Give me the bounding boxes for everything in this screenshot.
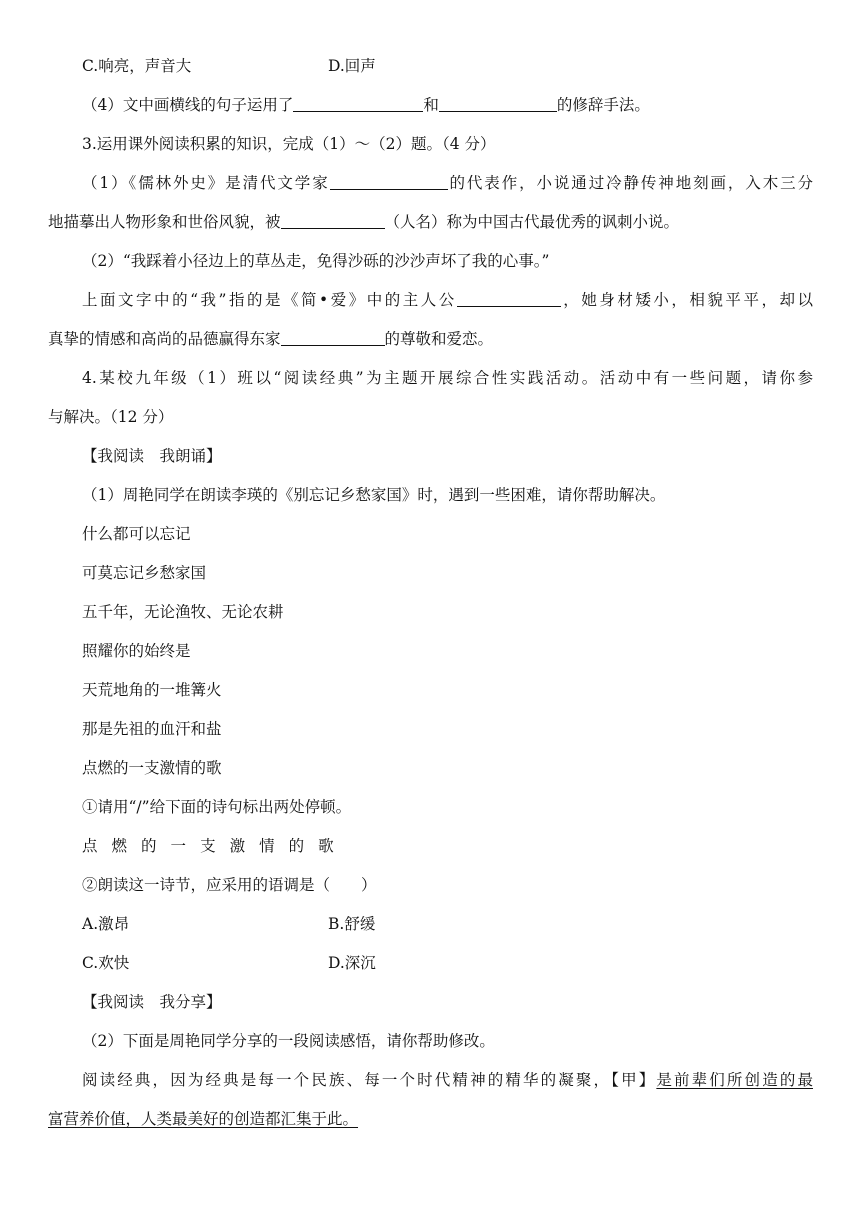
- task-2: ②朗读这一诗节，应采用的语调是（ ）: [82, 876, 377, 894]
- option-c: C.欢快: [82, 954, 130, 972]
- question-3-1-line1: （1）《儒林外史》是清代文学家 的代表作，小说通过冷静传神地刻画，入木三分: [82, 174, 813, 192]
- question-4-1: （1）周艳同学在朗读李瑛的《别忘记乡愁家国》时，遇到一些困难，请你帮助解决。: [82, 486, 666, 504]
- option-a: A.激昂: [82, 915, 130, 933]
- answer-blank[interactable]: [439, 95, 557, 112]
- reading-paragraph-line1: 阅读经典，因为经典是每一个民族、每一个时代精神的精华的凝聚，【甲】是前辈们所创造的最: [82, 1071, 813, 1089]
- poem-line: 天荒地角的一堆篝火: [82, 681, 222, 699]
- question-4-stem-line1: 4.某校九年级（1）班以“阅读经典”为主题开展综合性实践活动。活动中有一些问题，请你参: [82, 369, 813, 387]
- option-d: D.回声: [328, 57, 376, 75]
- section-heading-recite: 【我阅读 我朗诵】: [82, 447, 222, 465]
- spaced-poem-line[interactable]: 点 燃 的 一 支 激 情 的 歌: [82, 837, 334, 855]
- poem-line: 什么都可以忘记: [82, 525, 191, 543]
- option-d: D.深沉: [328, 954, 376, 972]
- poem-line: 那是先祖的血汗和盐: [82, 720, 222, 738]
- poem-line: 点燃的一支激情的歌: [82, 759, 222, 777]
- option-c: C.响亮，声音大: [82, 57, 192, 75]
- answer-blank[interactable]: [330, 173, 448, 190]
- reading-paragraph-line2: 富营养价值，人类最美好的创造都汇集于此。: [48, 1110, 359, 1128]
- section-heading-share: 【我阅读 我分享】: [82, 993, 222, 1011]
- poem-line: 五千年，无论渔牧、无论农耕: [82, 603, 284, 621]
- option-b: B.舒缓: [328, 915, 376, 933]
- question-3-2-quote: （2）“我踩着小径边上的草丛走，免得沙砾的沙沙声坏了我的心事。”: [82, 252, 550, 270]
- question-3-2-line2: 真挚的情感和高尚的品德赢得东家 的尊敬和爱恋。: [48, 330, 494, 348]
- question-4-2: （2）下面是周艳同学分享的一段阅读感悟，请你帮助修改。: [82, 1032, 495, 1050]
- answer-blank[interactable]: [293, 95, 423, 112]
- question-2-4: （4）文中画横线的句子运用了 和 的修辞手法。: [82, 96, 650, 114]
- answer-blank[interactable]: [457, 290, 561, 307]
- answer-blank[interactable]: [281, 329, 385, 346]
- question-3-stem: 3.运用课外阅读积累的知识，完成（1）～（2）题。（4 分）: [82, 135, 496, 153]
- poem-line: 可莫忘记乡愁家国: [82, 564, 207, 582]
- question-3-1-line2: 地描摹出人物形象和世俗风貌，被 （人名）称为中国古代最优秀的讽刺小说。: [48, 213, 680, 231]
- poem-line: 照耀你的始终是: [82, 642, 191, 660]
- question-4-stem-line2: 与解决。（12 分）: [48, 408, 174, 426]
- question-3-2-line1: 上面文字中的“我”指的是《简•爱》中的主人公 ，她身材矮小，相貌平平，却以: [82, 291, 813, 309]
- task-1: ①请用“/”给下面的诗句标出两处停顿。: [82, 798, 352, 816]
- answer-blank[interactable]: [281, 212, 385, 229]
